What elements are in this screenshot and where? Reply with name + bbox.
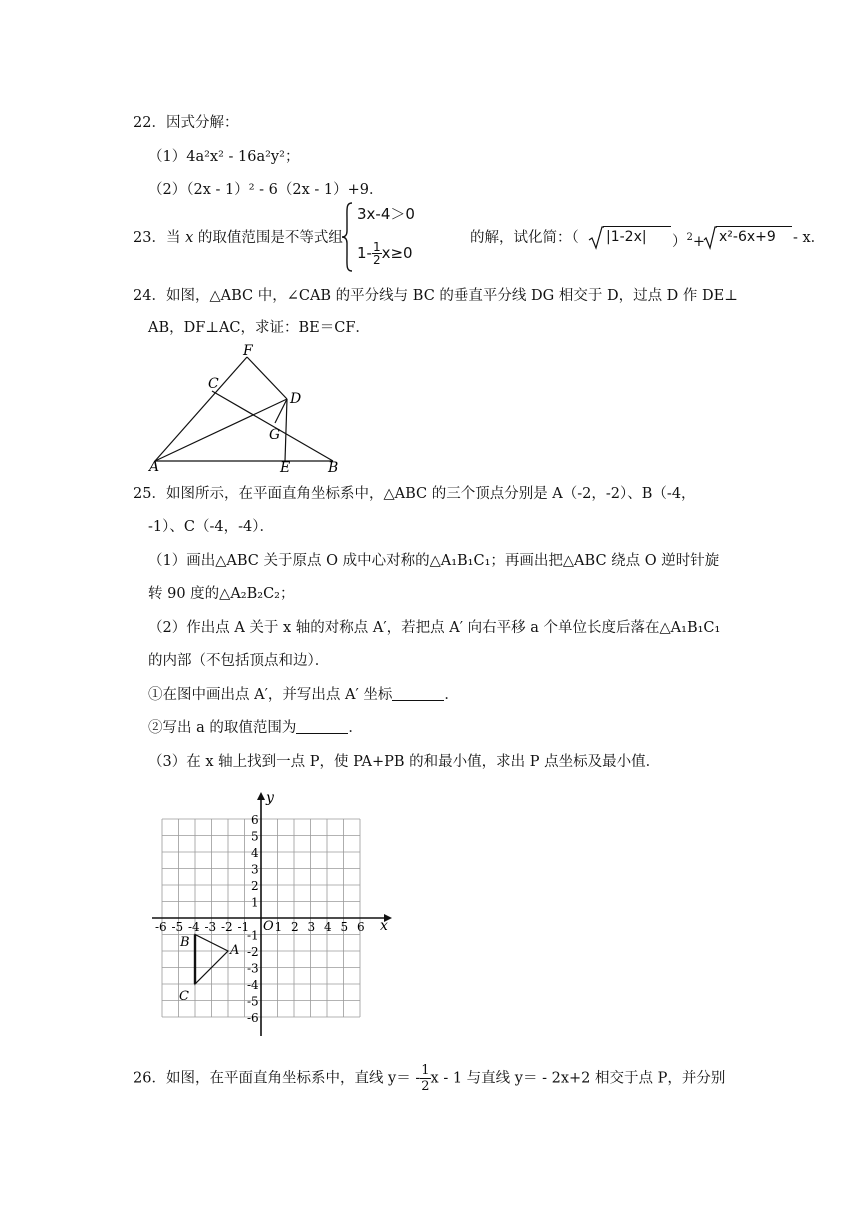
square-exponent: 2: [686, 232, 693, 243]
y-tick-label: 4: [251, 846, 259, 860]
y-axis-arrow-icon: [257, 792, 265, 800]
x-tick-label: -2: [221, 920, 233, 934]
label-a: A: [149, 459, 160, 473]
q25-line4: 转 90 度的△A₂B₂C₂；: [148, 586, 295, 602]
q22-part1: [148, 147, 299, 167]
x-tick-label: 1: [274, 920, 283, 934]
q23-prefix-text: 23．当: [133, 230, 181, 246]
y-tick-label: -2: [247, 945, 259, 959]
x-tick-label: 6: [357, 920, 365, 934]
segment-dg: [275, 399, 287, 423]
q25-line1: 25．如图所示，在平面直角坐标系中，△ABC 的三个顶点分别是 A（‑2，‑2）、B（‑4，: [133, 486, 696, 502]
x-tick-label: -6: [155, 920, 167, 934]
label-f: F: [243, 343, 253, 359]
frac-den: 2: [372, 253, 381, 267]
y-tick-label: 5: [251, 829, 259, 844]
radicand-quadratic: x²‑6x+9: [719, 229, 776, 245]
point-label-a: A: [230, 943, 240, 958]
y-tick-label: 3: [251, 862, 259, 877]
q22-title: 22．因式分解：: [133, 115, 239, 131]
point-label-c: C: [179, 989, 189, 1004]
sqrt-quadratic-expression: [703, 226, 793, 250]
x-tick-label: 4: [324, 920, 332, 934]
x-tick-label: -5: [171, 920, 184, 934]
inequality-2: [357, 241, 413, 266]
left-brace-icon: [340, 201, 354, 273]
triangle-figure: [145, 343, 355, 473]
x-tick-labels: [155, 920, 365, 934]
q23-prefix: [133, 228, 343, 248]
x-tick-label: 2: [291, 920, 299, 934]
label-e: E: [280, 460, 291, 473]
q26-line1: [133, 1063, 725, 1094]
x-tick-label: 3: [307, 920, 316, 934]
plus-sign: +: [692, 234, 706, 250]
q25-line7-text: ①在图中画出点 A′，并写出点 A′ 坐标: [148, 687, 393, 703]
q25-line3: （1）画出△ABC 关于原点 O 成中心对称的△A₁B₁C₁；再画出把△ABC 绕点 O 逆时针旋: [148, 553, 720, 569]
q25-line7: [148, 685, 459, 705]
segment-de: [285, 399, 287, 461]
y-axis-label: y: [266, 790, 274, 806]
label-b: B: [328, 460, 339, 473]
label-d: D: [290, 391, 302, 407]
q25-line8: [148, 718, 363, 738]
q25-line2: ‑1）、C（‑4，‑4）．: [148, 519, 274, 535]
y-tick-label: 1: [251, 895, 259, 910]
x-tick-label: 5: [340, 920, 349, 934]
q23-end: ‑ x．: [793, 230, 826, 246]
frac-num: 1: [372, 240, 381, 254]
coordinate-grid: [148, 788, 398, 1040]
y-tick-label: -1: [247, 928, 259, 943]
half-fraction: [372, 241, 382, 266]
x-axis-label: x: [380, 918, 388, 934]
close-paren: ）: [672, 234, 687, 250]
sqrt-symbol-icon: [703, 226, 717, 250]
y-tick-label: -4: [247, 978, 259, 992]
q24-line2: AB，DF⊥AC，求证：BE＝CF．: [148, 320, 370, 336]
q24-line1: 24．如图，△ABC 中，∠CAB 的平分线与 BC 的垂直平分线 DG 相交于 D，过点 D 作 DE⊥: [133, 288, 738, 304]
y-tick-labels: [247, 813, 259, 1025]
ineq2-part-b: x≥0: [381, 244, 413, 262]
abs-expression: |1‑2x|: [606, 229, 647, 245]
q23-var: x: [185, 230, 194, 246]
q22-part1-expr: 4a²x² ‑ 16a²y²；: [186, 149, 300, 165]
y-tick-label: -6: [247, 1011, 259, 1025]
q25-line9: （3）在 x 轴上找到一点 P，使 PA+PB 的和最小值，求出 P 点坐标及最小值．: [148, 754, 661, 770]
q23-middle-text: 的取值范围是不等式组: [197, 230, 343, 246]
y-tick-label: 2: [251, 879, 259, 893]
q25-line6: 的内部（不包括顶点和边）．: [148, 653, 330, 669]
inequality-system: [340, 201, 460, 273]
label-c: C: [208, 376, 219, 392]
q26-frac-den: 2: [421, 1079, 430, 1094]
label-g: G: [269, 427, 281, 443]
q22-part2-expr: （2x ‑ 1）² ‑ 6（2x ‑ 1）+9．: [186, 182, 384, 198]
q26-prefix: 26．如图，在平面直角坐标系中，直线 y＝ ‑: [133, 1070, 421, 1087]
ineq2-part-a: 1‑: [357, 244, 372, 262]
x-tick-label: -4: [188, 920, 200, 934]
y-tick-label: -3: [247, 961, 259, 976]
q25-line8-end: ．: [348, 720, 363, 736]
q25-line8-text: ②写出 a 的取值范围为: [148, 720, 297, 736]
point-label-b: B: [180, 935, 190, 950]
y-tick-label: -5: [247, 994, 259, 1009]
q23-close: [672, 228, 705, 252]
x-tick-label: -3: [204, 920, 217, 934]
sqrt-symbol-icon: [588, 226, 604, 250]
segment-af: [155, 357, 247, 461]
q25-line7-end: ．: [444, 687, 459, 703]
segment-fd: [247, 357, 287, 399]
q22-part2: [148, 180, 384, 200]
q25-line5: （2）作出点 A 关于 x 轴的对称点 A′，若把点 A′ 向右平移 a 个单位长度后落在△A₁B₁C₁: [148, 620, 721, 636]
x-tick-label: -1: [237, 920, 250, 934]
q26-frac-num: 1: [421, 1063, 430, 1078]
answer-blank-coordinate[interactable]: [392, 686, 444, 701]
answer-blank-range[interactable]: [296, 719, 348, 734]
origin-label: O: [263, 919, 274, 934]
q26-suffix: x ‑ 1 与直线 y＝ ‑ 2x+2 相交于点 P，并分别: [430, 1070, 726, 1087]
q23-suffix: 的解，试化简：（: [470, 230, 579, 246]
y-tick-label: 6: [251, 813, 259, 827]
q22-part1-label: （1）: [148, 149, 187, 165]
segment-ad: [155, 399, 287, 461]
q22-part2-label: （2）: [148, 182, 187, 198]
inequality-1: 3x‑4＞0: [357, 205, 415, 223]
q26-fraction: [420, 1063, 430, 1094]
